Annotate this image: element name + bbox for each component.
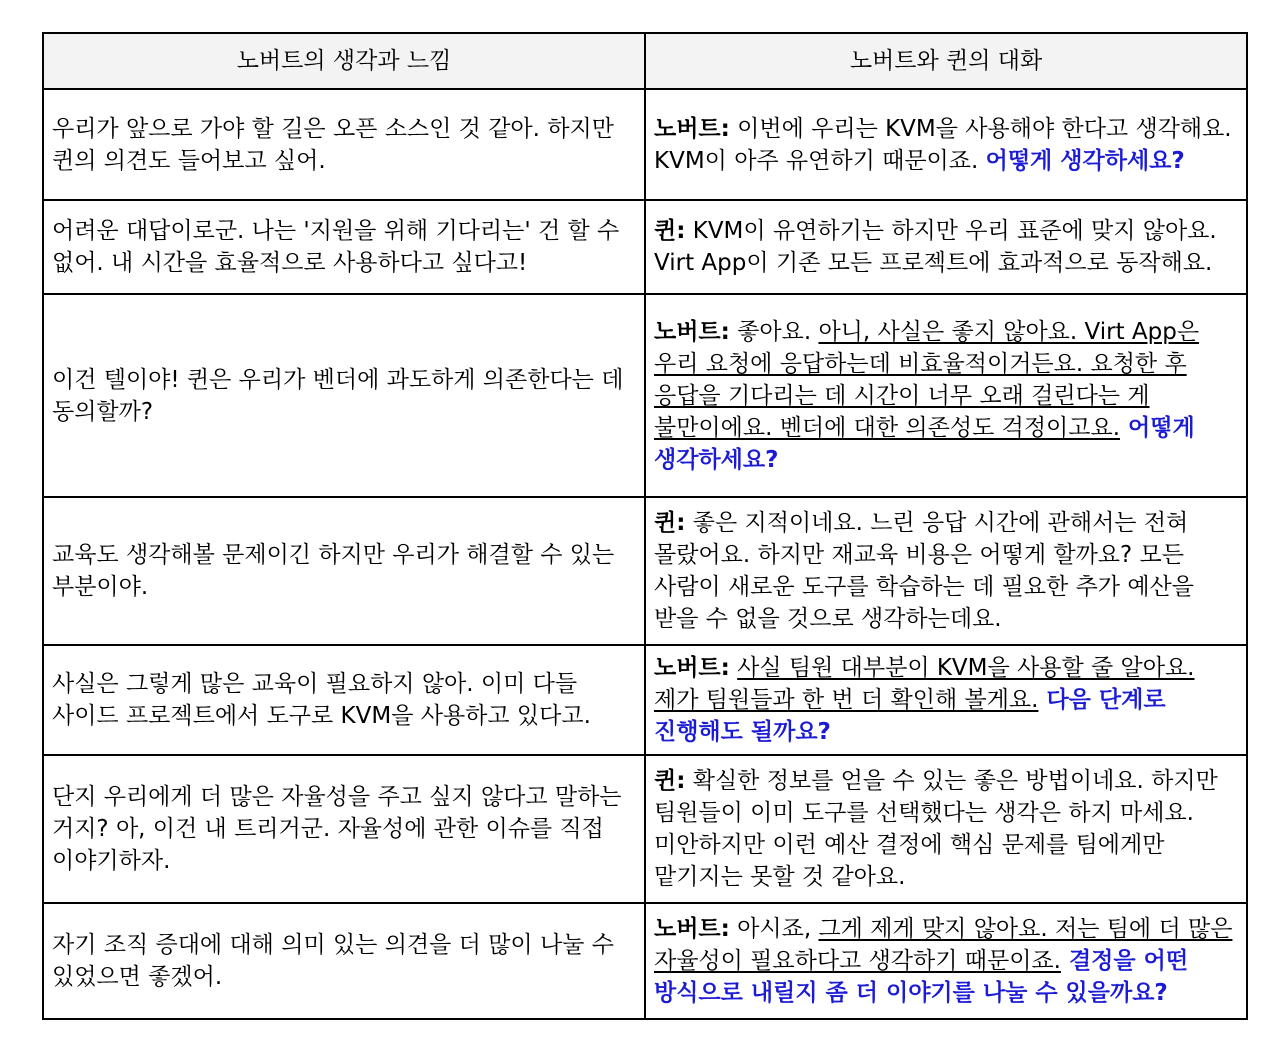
table-row <box>43 903 1247 1019</box>
table-row <box>43 497 1247 645</box>
dialogue-underlined: 사실 팀원 대부분이 KVM을 사용할 줄 알아요. 제가 팀원들과 한 번 더 확인해 볼게요. <box>654 655 1195 713</box>
thought-cell: 교육도 생각해볼 문제이긴 하지만 우리가 해결할 수 있는 부분이야. <box>43 497 645 645</box>
speaker-label: 퀸: <box>654 510 686 536</box>
speaker-label: 노버트: <box>654 318 730 345</box>
dialogue-cell <box>645 645 1247 755</box>
header-thoughts: 노버트의 생각과 느낌 <box>43 33 645 89</box>
thought-cell: 단지 우리에게 더 많은 자율성을 주고 싶지 않다고 말하는 거지? 아, 이건 내 트리거군. 자율성에 관한 이슈를 직접 이야기하자. <box>43 755 645 903</box>
speaker-label: 노버트: <box>654 916 730 942</box>
dialogue-cell <box>645 497 1247 645</box>
dialogue-question: 어떻게 생각하세요? <box>985 147 1185 174</box>
dialogue-text: KVM이 유연하기는 하지만 우리 표준에 맞지 않아요. Virt App이 기존 모든 프로젝트에 효과적으로 동작해요. <box>654 218 1217 276</box>
speaker-label: 노버트: <box>654 655 730 681</box>
speaker-label: 퀸: <box>654 768 686 794</box>
dialogue-question: 어떻게 생각하세요? <box>654 414 1195 473</box>
speaker-label: 노버트: <box>654 115 730 142</box>
thought-cell: 이건 텔이야! 퀸은 우리가 벤더에 과도하게 의존한다는 데 동의할까? <box>43 294 645 497</box>
table-row <box>43 200 1247 294</box>
thought-cell: 사실은 그렇게 많은 교육이 필요하지 않아. 이미 다들 사이드 프로젝트에서 도구로 KVM을 사용하고 있다고. <box>43 645 645 755</box>
speaker-label: 퀸: <box>654 218 686 244</box>
header-row <box>43 33 1247 89</box>
dialogue-text: 아시죠, <box>729 916 819 942</box>
dialogue-text: 좋아요. <box>729 318 819 345</box>
dialogue-text: 좋은 지적이네요. 느린 응답 시간에 관해서는 전혀 몰랐어요. 하지만 재교육 비용은 어떻게 할까요? 모든 사람이 새로운 도구를 학습하는 데 필요한 추가 예산을 받을 수 없을 것으로 생각하는데요. <box>654 510 1194 632</box>
thought-cell: 우리가 앞으로 가야 할 길은 오픈 소스인 것 같아. 하지만 퀸의 의견도 들어보고 싶어. <box>43 89 645 200</box>
dialogue-cell <box>645 903 1247 1019</box>
dialogue-underlined: 그게 제게 맞지 않아요. 저는 팀에 더 많은 자율성이 필요하다고 생각하기 때문이죠. <box>654 916 1233 974</box>
thought-cell: 자기 조직 증대에 대해 의미 있는 의견을 더 많이 나눌 수 있었으면 좋겠어. <box>43 903 645 1019</box>
table-row <box>43 294 1247 497</box>
dialogue-question: 다음 단계로 진행해도 될까요? <box>654 687 1166 745</box>
table-row <box>43 89 1247 200</box>
dialogue-text: 확실한 정보를 얻을 수 있는 좋은 방법이네요. 하지만 팀원들이 이미 도구를 선택했다는 생각은 하지 마세요. 미안하지만 이런 예산 결정에 핵심 문제를 팀에게만 맡기지는 못할 것 같아요. <box>654 768 1218 890</box>
dialogue-question: 결정을 어떤 방식으로 내릴지 좀 더 이야기를 나눌 수 있을까요? <box>654 948 1189 1006</box>
dialogue-table <box>42 32 1248 1020</box>
dialogue-cell <box>645 89 1247 200</box>
header-dialogue: 노버트와 퀸의 대화 <box>645 33 1247 89</box>
dialogue-cell <box>645 200 1247 294</box>
thought-cell: 어려운 대답이로군. 나는 '지원을 위해 기다리는' 건 할 수 없어. 내 시간을 효율적으로 사용하다고 싶다고! <box>43 200 645 294</box>
dialogue-underlined: 아니, 사실은 좋지 않아요. Virt App은 우리 요청에 응답하는데 비효율적이거든요. 요청한 후 응답을 기다리는 데 시간이 너무 오래 걸린다는 게 불만이에요. 벤더에 대한 의존성도 걱정이고요. <box>654 318 1200 441</box>
dialogue-text: 이번에 우리는 KVM을 사용해야 한다고 생각해요. KVM이 아주 유연하기 때문이죠. <box>654 115 1232 174</box>
table-row <box>43 645 1247 755</box>
dialogue-cell <box>645 755 1247 903</box>
dialogue-cell <box>645 294 1247 497</box>
table-row <box>43 755 1247 903</box>
